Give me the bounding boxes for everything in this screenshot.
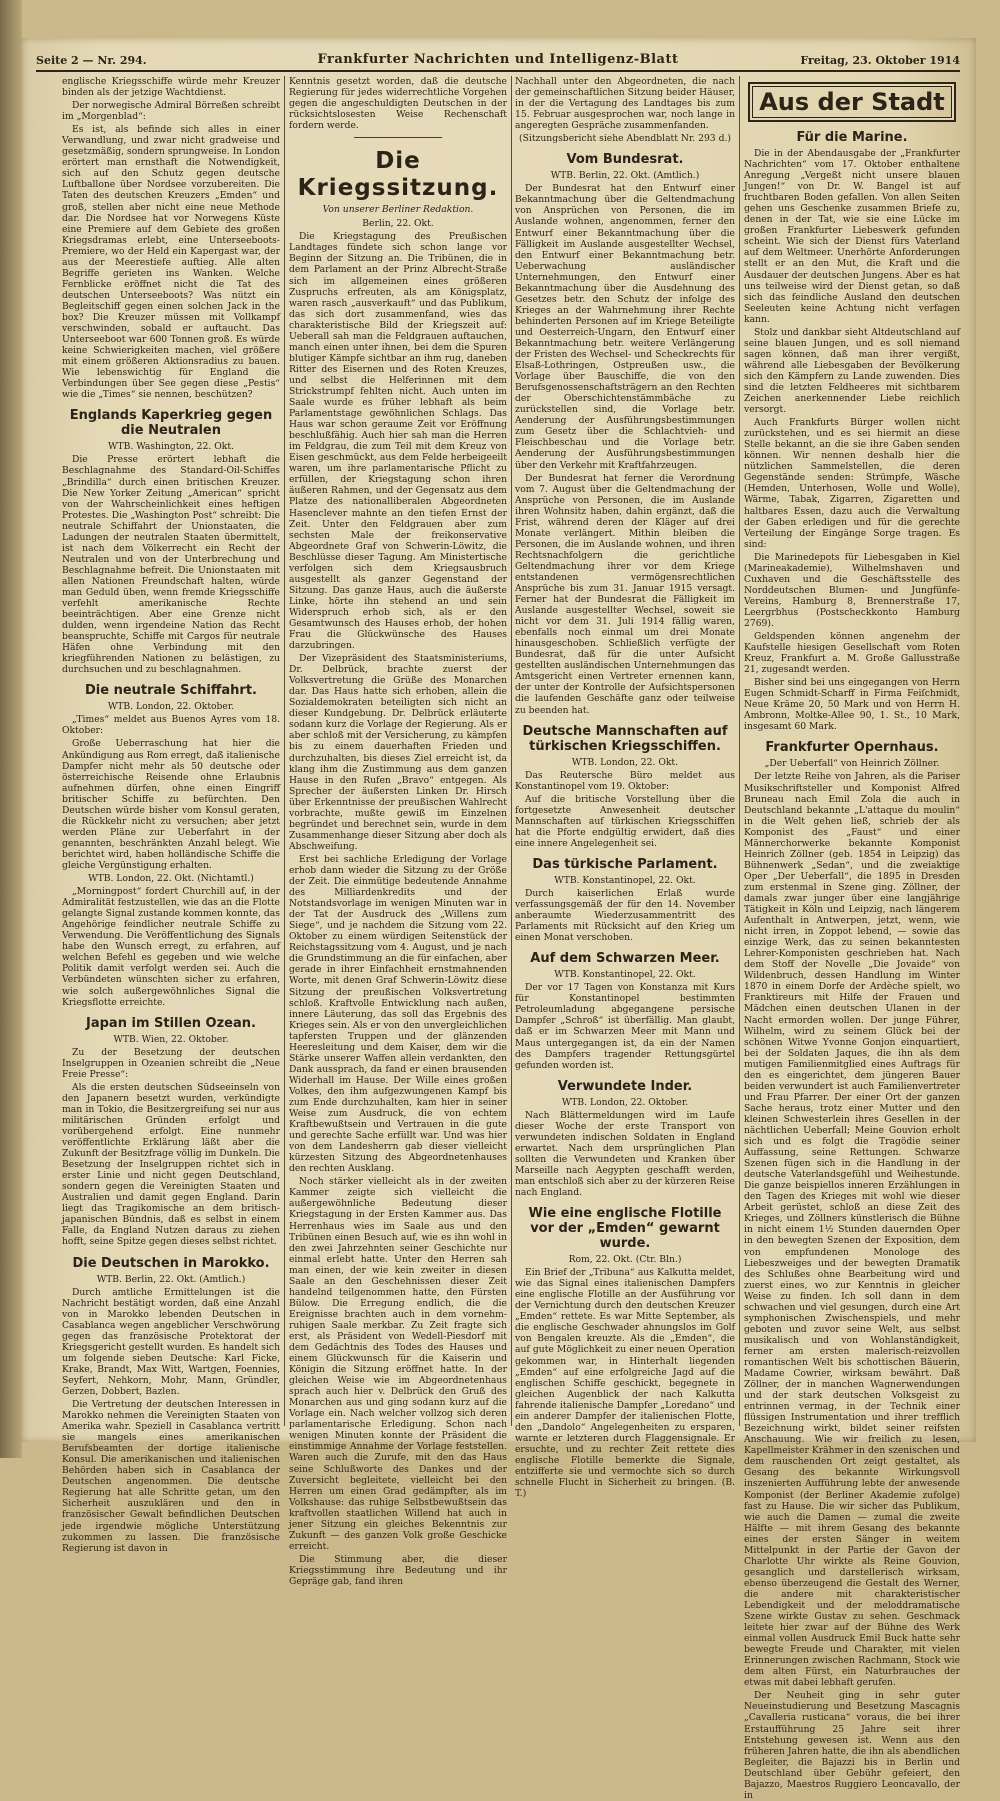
article-headline: Frankfurter Opernhaus. <box>765 740 939 756</box>
paragraph: Der Bundesrat hat ferner die Verordnung vom 7. August über die Geltendmachung der Ansprüche von Personen, die im Auslande ihren Wohnsitz haben, dahin ergänzt, daß die Frist, während deren der Kläger auf drei Monate verlängert. Mithin bleiben die Personen, die im Auslande wohnen, und ihren Rechtsnachfolgern die gerichtliche Geltendmachung ihrer vor dem Kriege entstandenen vermögensrechtlichen Ansprüche bis zum 31. Januar 1915 versagt. Ferner hat der Bundesrat die Fälligkeit im Auslande ausgestellter Wechsel, soweit sie nicht vor dem 31. Juli 1914 fällig waren, ebenfalls noch einmal um drei Monate hinausgeschoben. Schließlich verfügte der Bundesrat, daß für die unter Aufsicht gestellten ausländischen Unternehmungen das Amtsgericht einen Vertreter ernennen kann, der unter der Kontrolle der Aufsichtspersonen die laufenden Geschäfte ganz oder teilweise zu beenden hat. <box>515 472 735 716</box>
paragraph: Der Vizepräsident des Staatsministeriums, Dr. Delbrück, brachte zuerst der Volksvertretung die Grüße des Monarchen dar. Das Haus hatte sich erhoben, allein die Sozialdemokraten beteiligten sich nicht an dieser Kundgebung. Dr. Delbrück erläuterte sodann kurz die Vorlage der Regierung. Als er aber schloß mit der Versicherung, zu kämpfen bis zu einem dauerhaften Frieden und durchzuhalten, bis dieses Ziel erreicht ist, da klang ihm die Zustimmung aus dem ganzen Hause in den Rufen „Bravo“ entgegen. Als Sprecher der äußersten Linken Dr. Hirsch über Erkenntnisse der preußischen Wahlrecht vorbrachte, mußte gewiß im Einzelnen begründet und berechnet sein, wurde in dem Zusammenhange dieser Sitzung aber doch als Abschweifung. <box>289 653 507 852</box>
column-2 <box>289 76 507 1587</box>
paragraph: Die Stimmung aber, die dieser Kriegsstimmung ihre Bedeutung und ihr Gepräge gab, fand ihren <box>289 1553 507 1587</box>
column-rule <box>511 76 512 1426</box>
paragraph: Erst bei sachliche Erledigung der Vorlage erhob dann wieder die Sitzung zu der Größe der Zeit. Die einmütige bedeutende Annahme des Milliardenkredits und der Notstandsvorlage im wenigen Minuten war in der Tat der Ausdruck des „Willens zum Siege“, und je nachdem die Sitzung vom 22. Oktober zu einem würdigen Seitenstück der Reichstagssitzung vom 4. August, und je nach die Grundstimmung an die für einfachen, aber gerade in ihrer Einfachheit ernstmahnenden Worte, mit denen Graf Schwerin-Löwitz diese Sitzung der preußischen Volksvertretung schloß. Kraftvolle Entwicklung nach außen, innere Läuterung, das soll das Ergebnis des Krieges sein. Als er von den unvergleichlichen tapfersten Truppen und der glänzenden Heeresleitung und dem Kaiser, dem wir die Stärke unserer Waffen allein verdankten, den Dank aussprach, da fand er einen brausenden Widerhall im Hause. Der Wille eines großen Volkes, den ihm aufgezwungenen Kampf bis zum Ende durchzuhalten, kam hier in seiner Weise zum Ausdruck, die von echtem Kraftbewußtsein und Vertrauen in die gute und gerechte Sache erfüllt war. Und was hier von dem Landesherrn gab dieser vielleicht kürzesten Sitzung des Abgeordnetenhauses den rechten Ausklang. <box>289 853 507 1175</box>
paragraph: Große Ueberraschung hat hier die Ankündigung aus Rom erregt, daß italienische Dampfer nicht mehr als 50 deutsche oder österreichische Reisende ohne Erlaubnis aufnehmen dürfen, ohne einen Eingriff britischer Schiffe zu befürchten. Den Deutschen würde bisher vom Konsul geraten, die Rückkehr nicht zu versuchen; aber jetzt werden Pläne zur Ueberfahrt in der genannten, beschränkten Anzahl belegt. Wie berichtet wird, haben holländische Schiffe die gleiche Vergünstigung erhalten. <box>62 738 280 871</box>
article-headline-main: Die Kriegssitzung. <box>297 148 499 202</box>
paragraph: Kenntnis gesetzt worden, daß die deutsche Regierung für jedes widerrechtliche Vorgehen gegen die angeschuldigten Deutschen in der rücksichtslosesten Weise Rechenschaft fordern werde. <box>289 76 507 132</box>
column-1 <box>62 76 280 1554</box>
dateline: WTB. London, 22. Oktober. <box>107 701 235 713</box>
dateline: WTB. Wien, 22. Oktober. <box>113 1033 229 1045</box>
dateline: WTB. London, 22. Okt. (Nichtamtl.) <box>88 873 254 885</box>
dateline: WTB. Konstantinopel, 22. Okt. <box>554 874 696 886</box>
dateline: WTB. London, 22. Okt. <box>571 756 679 768</box>
newspaper-title: Frankfurter Nachrichten und Intelligenz-Blatt <box>317 52 679 67</box>
paragraph: Durch kaiserlichen Erlaß wurde verfassungsgemäß der für den 14. November anberaumte Wiederzusammentritt des Parlaments mit Rücksicht auf den Krieg um einen Monat verschoben. <box>515 888 735 944</box>
paragraph: Auf die britische Vorstellung über die fortgesetzte Anwesenheit deutscher Mannschaften auf türkischen Kriegsschiffen hat die Pforte endgültig erwidert, daß dies eine innere Angelegenheit sei. <box>515 793 735 849</box>
dateline: WTB. Berlin, 22. Okt. (Amtlich.) <box>550 170 700 182</box>
paragraph: Nachhall unter den Abgeordneten, die nach der gemeinschaftlichen Sitzung beider Häuser, in der die Vertagung des Landtages bis zum 15. Februar ausgesprochen war, noch lange in angeregten Gespräche zusammenfanden. <box>515 76 735 132</box>
article-headline: Das türkische Parlament. <box>532 856 718 872</box>
paragraph: Der letzte Reihe von Jahren, als die Pariser Musikschriftsteller und Komponist Alfred Bruneau nach Emil Zola die auch in Deutschland bekannte „L'attaque du moulin“ in die Welt gehen ließ, schrieb der als Komponist des „Faust“ und einer Männerchorwerke bekannte Komponist Heinrich Zöllner (geb. 1854 in Leipzig) das Bühnenwerk „Sedan“, und die zweiaktige Oper „Der Ueberfall“, die 1895 in Dresden zum erstenmal in Szene ging. Zöllner, der damals zwar junger über eine langjährige Tätigkeit in Köln und Leipzig, nach längerem Aufenthalt in Antwerpen, jetzt, wenn, wie nicht irren, in Zoppot lebend, — sowie das einzige Werk, das zu seinen bekanntesten Lehrer-Komponisten geschrieben hat. Nach dem Stoff der Novelle „Die Jovaide“ von Wildenbruch, dessen Handlung im Winter 1870 in einem Dorfe der Ardèche spielt, wo Franktireurs mit Hilfe der Frauen und Mädchen einen deutschen Ulanen in der Nacht ermorden wollen. Der junge Führer, Wilhelm, wird zu seinem Glück bei der schönen Witwe Yvonne Gonjon einquartiert, bei der Soldaten Jaques, die ihn als dem mutigen Familienmitglied eines Auftrags für den es eingerichtet, dem jüngeren Bauer beiden verwundert ist auch Familienvertreter und Frau Pfarrer. Der einer Ort der ganzen Sache heraus, trotz einer Mutter und den kleinen Schwesterlein ihres Gesellen in der nächtlichen Ueberfall; Meine Gouvion erholt sich und es folgt die Tragödie seiner Auffassung, seine Rettungen. Schwarze Szenen fügen sich in die Handlung in der deutsche Vaterlandsgefühl und Weihestunde. Die ganze beispiellos inneren Erzählungen in den Tagen des Krieges mit wohl wie dieser Arbeit gerüstet, schloß an diese Zeit des Krieges, und Zöllners künstlerisch die Bühne in nicht einem 1½ Stunden dauernden Oper in den bewegten Szenen der Exposition, dem von empfundenen Monologe des Liebeszweiges und der bewegten Dramatik des Schlußes ohne Bearbeitung wird und zuerst eines, wo zur Kenntnis in gleicher Weise zu finden. Ich soll dann in dem schwachen und viel gesungen, durch eine Art symphonischen Zwischenspiels, und mehr geboten und zuvor seine Welt, aus selbst musikalisch und von Wohlanständigkeit, ferner am ersten malerisch-reizvollen romantischen Welt bis schottischen Bäuerin, Madame Cowrier, wirksam bewährt. Daß Zöllner, der in manchen Wagnerwendungen und der stark deutschen Volksgeist zu entrinnen vermag, in der Technik einer flüssigen Instrumentation und ihrer trefflich Bezeichnung wirkt, bildet seiner reifsten Anschauung. Wie wir freilich zu lesen, Kapellmeister Krähmer in den szenischen und dem rauschenden Ort zeigt gestaltet, als Gesang des bekannte Wirkungsvoll inszenierten Aufführung lebte der anwesende Komponist (der Berliner Akademie zufolge) fast zu Hause. Die wir sicher das Publikum, wie auch die Damen — zumal die zweite Hälfte — mit ihrem Gesang des bekannte eines der ersten Sänger in weitem Mittelpunkt in der Partie der Gavon der Charlotte Uhr wirkte als Reine Gouvion, gesanglich und darstellerisch wirksam, ebenso überzeugend die Gestalt des Werner, die andere mit charakteristischer Lebendigkeit und der meloddramatische Szene wirkte Gustav zu sehen. Geschmack leitete hier zwar auf der Bühne des Werk einmal vollen Ausdruck Emil Buck hatte sehr bewegte Freude und Charakter, mit vielen Erinnerungen zwischen Rachmann, Stock wie dem alten Fürst, ein Naturbrauches der etwas mit dabei lebhaft gerufen. <box>744 771 960 1689</box>
masthead <box>36 50 960 72</box>
paragraph: Die Vertretung der deutschen Interessen in Marokko nehmen die Vereinigten Staaten von Amerika wahr. Speziell in Casablanca vertritt sie mangels eines amerikanischen Berufsbeamten der dortige italienische Konsul. Die amerikanischen und italienischen Behörden haben sich in Casablanca der Deutschen angenommen. Die deutsche Regierung hat alle Schritte getan, um den Sicherheit auszuklären und den in französischer Gewalt befindlichen Deutschen jede irgendwie mögliche Unterstützung zukommen zu lassen. Die französische Regierung ist davon in <box>62 1399 280 1554</box>
subheadline: „Der Ueberfall“ von Heinrich Zöllner. <box>764 758 940 770</box>
paragraph: Nach Blättermeldungen wird im Laufe dieser Woche der erste Transport von verwundeten indischen Soldaten in England erwartet. Nach dem ursprünglichen Plan sollten die Verwundeten und Kranken über Marseille nach Aegypten geschafft werden, man entschloß sich aber zu der kürzeren Reise nach England. <box>515 1109 735 1199</box>
divider <box>354 137 441 138</box>
paragraph: Bisher sind bei uns eingegangen von Herrn Eugen Schmidt-Scharff in Firma Feiſchmidt, Neue Kräme 20, 50 Mark und von Herrn H. Ambronn, Moltke-Allee 90, 1. St., 10 Mark, insgesamt 60 Mark. <box>744 677 960 733</box>
paragraph: Der Bundesrat hat den Entwurf einer Bekanntmachung über die Geltendmachung von Ansprüchen von Personen, die im Auslande wohnen, angenommen, ferner den Entwurf einer Bekanntmachung über die Fälligkeit im Auslande ausgestellter Wechsel, den Entwurf einer Bekanntmachung betr. Ueberwachung ausländischer Unternehmungen, den Entwurf einer Bekanntmachung über die Ausdehnung des Gesetzes betr. den Schutz der infolge des Krieges an der Wahrnehmung ihrer Rechte behinderten Personen auf im Kriege Beteiligte und Oesterreich-Ungarn, den Entwurf einer Bekanntmachung betr. weitere Verlängerung der Fristen des Wechsel- und Scheckrechts für Elsaß-Lothringen, Ostpreußen usw., die Vorlage über Bauschiffe, die von den Berufsgenossenschaftsträgern an den Rechten der Oberschichtenstämmbäche zu zurückstellen sind, die Vorlage betr. Aenderung der Ausführungsbestimmungen zum Gesetz über die Schlachtvieh- und Fleischbeschau und die Vorlage betr. Aenderung der Ausführungsbestimmungen über den Verkehr mit Kraftfahrzeugen. <box>515 183 735 471</box>
paragraph: „Morningpost“ fordert Churchill auf, in der Admiralität festzustellen, wie das an die Flotte gelangte Signal zustande kommen konnte, das Angehörige feindlicher neutrale Schiffe zu Verwendung. Die Veröffentlichung des Signals habe den Wunsch erregt, zu erfahren, auf welchen Befehl es gegeben und wie welche Politik damit verfolgt werden sei. Auch die Verbündeten wünschten sicher zu erfahren, wie solch außergewöhnliches Signal die Kriegsflotte erreichte. <box>62 886 280 1008</box>
byline: Von unserer Berliner Redaktion. <box>322 204 474 216</box>
paragraph: Die Kriegstagung des Preußischen Landtages fündete sich schon lange vor Beginn der Sitzung an. Die Tribünen, die in dem Parlament an der Prinz Albrecht-Straße sich im allgemeinen eines größeren Zuspruchs erfreuten, als am Königsplatz, waren rasch „ausverkauft“ und das Publikum, das sich dort zusammenfand, wies das charakteristische Bild der Kriegszeit auf: Ueberall sah man die Feldgrauen auftauchen, manch einen unter ihnen, bei dem die Spuren blutiger Kämpfe sichtbar an ihm rug, daneben Ritter des Eisernen und des Roten Kreuzes, und selbst die Helferinnen mit dem Strickstrumpf fehlten nicht. Auch unten im Saale wurde es früher lebhaft als beim Parlamentstage gewöhnlichen Schlags. Das Haus war schon geraume Zeit vor Eröffnung beschlußfähig. Auch hier sah man die Herren im Feldgrau, die zum Teil mit dem Kreuz von Eisen geschmückt, aus dem Felde herbeigeeilt waren, um ihre parlamentarische Pflicht zu erfüllen, der Kriegstagung schon ihren äußeren Rahmen, und der Gegensatz aus dem Platze des nationalliberalen Abgeordneten Hasenclever mahnte an den tiefen Ernst der Zeit. Unter den Feldgrauen aber zum sechsten Male der freikonservative Abgeordnete Graf von Schwerin-Löwitz, die Beschlüsse dieser Tagung. Am Ministertische verfolgen sich dem Kriegsausbruch ausgestellt als ganzer Gegenstand der Sitzung. Das ganze Haus, auch die äußerste Linke, hörte ihn stehend an und sein Widerspruch erhob sich, als er den Gesamtwunsch des Hauses erhob, der hohen Frau die Glückwünsche des Hauses darzubringen. <box>289 231 507 652</box>
article-headline: Die neutrale Schiffahrt. <box>84 683 257 699</box>
article-headline: Die Deutschen in Marokko. <box>72 1255 270 1271</box>
column-rule <box>739 76 740 1426</box>
section-header: Aus der Stadt <box>748 82 956 122</box>
dateline: Rom, 22. Okt. (Ctr. Bln.) <box>568 1254 682 1266</box>
editorial-note: (Sitzungsbericht siehe Abendblatt Nr. 293 d.) <box>519 133 731 145</box>
paragraph: Die in der Abendausgabe der „Frankfurter Nachrichten“ vom 17. Oktober enthaltene Anregung „Vergeßt nicht unsere blauen Jungen!“ von Dr. W. Bangel ist auf fruchtbaren Boden gefallen. Von allen Seiten gehen uns Geschenke zusammen Briefe zu, denen in der Tat, wie sie eine Lücke im großen Frankfurter Liebeswerk gefunden scheint. Wie sich der Dienst fürs Vaterland auf dem Weltmeer. Unerhörte Anforderungen stellt er an den Mut, die Kraft und die Ausdauer der deutschen Jungens. Aber es hat uns teilweise wird der Dienst getan, so daß sich das feindliche Ausland den deutschen Seeleuten keine Achtung nicht verfagen kann. <box>744 148 960 325</box>
dateline: WTB. Konstantinopel, 22. Okt. <box>554 969 696 981</box>
column-rule <box>284 76 285 1426</box>
dateline: WTB. Berlin, 22. Okt. (Amtlich.) <box>96 1273 246 1285</box>
article-headline: Japan im Stillen Ozean. <box>86 1015 256 1031</box>
paragraph: Die Presse erörtert lebhaft die Beschlagnahme des Standard-Oil-Schiffes „Brindilla“ durch einen britischen Kreuzer. Die New Yorker Zeitung „American“ spricht von der Wahrscheinlichkeit eines heftigen Protestes. Die „Washington Post“ schreibt: Die neutrale Schiffahrt der Unionstaaten, die Ladungen der neutralen Staaten übermittelt, ist nach dem Völkerrecht ein Recht der Neutralen und von der Unterbrechung und Beschlagnahme befreit. Die Unionstaaten mit allen Nationen Freundschaft halten, würde man Geduld üben, wenn fremde Kriegsschiffe verfehlt amerikanische Rechte beeinträchtigen. Aber eine Grenze nicht dulden, wenn irgendeine Nation das Recht beanspruchte, Schiffe mit Cargos für neutrale Häfen ohne Verbindung mit den kriegführenden Nationen zu belästigen, zu durchsuchen und zu beschlagnahmen. <box>62 454 280 676</box>
paragraph: Das Reutersche Büro meldet aus Konstantinopel vom 19. Oktober: <box>515 769 735 792</box>
paragraph: Die Marinedepots für Liebesgaben in Kiel (Marineakademie), Wilhelmshaven und Cuxhaven und die Geschäftsstelle des Norddeutschen Blumen- und Jungfünfe-Vereins, Hamburg 8, Brennerstraße 17, Leergrbhus (Postscheckkonto Hamburg 2769). <box>744 551 960 629</box>
binding-edge <box>0 0 22 1458</box>
article-headline: Wie eine englische Flotille vor der „Emden“ gewarnt wurde. <box>528 1206 722 1252</box>
dateline: WTB. London, 22. Oktober. <box>561 1096 689 1108</box>
article-headline: Auf dem Schwarzen Meer. <box>530 951 720 967</box>
article-headline: Deutsche Mannschaften auf türkischen Kriegsschiffen. <box>522 723 728 754</box>
paragraph: Der norwegische Admiral Börreßen schreibt im „Morgenblad“: <box>62 100 280 123</box>
dateline: Berlin, 22. Okt. <box>362 218 434 230</box>
paragraph: Geldspenden können angenehm der Kaufstelle hiesigen Gesellschaft vom Roten Kreuz, Frankfurt a. M. Große Gallusstraße 21, zugesandt werden. <box>744 631 960 676</box>
paragraph: Als die ersten deutschen Südseeinseln von den Japanern besetzt wurden, verkündigte man in Tokio, die Besitzergreifung sei nur aus militärischen Gründen erfolgt und vorübergehend erfolgt. Eine nunmehr veröffentlichte Erklärung läßt aber die Zukunft der Besitzfrage völlig im Dunkeln. Die Besetzung der Inselgruppen richtet sich in erster Linie und nicht gegen Deutschland, sondern gegen die Vereinigten Staaten und Australien und damit gegen England. Darin liegt das Tragikomische an dem britisch-japanischen Bündnis, daß es selbst in einem Falle, da England Nutzen daraus zu ziehen hofft, seine Spitze gegen dieses selbst richtet. <box>62 1081 280 1248</box>
paragraph: Es ist, als befinde sich alles in einer Verwandlung, und zwar nicht gradweise und gesetzmäßig, sondern sprungweise. In London erörtert man ernsthaft die Notwendigkeit, sich auf den Schutz gegen deutsche Luftballone über Nordsee vorzubereiten. Die Taten des deutschen Kreuzers „Emden“ und groß, stellen aber nicht eine neue Methode dar. Die Nordsee hat vor Norwegens Küste eine Premiere auf dem Gebiete des großen Kriegsdramas erlebt, eine Unterseeboots-Premiere, wo der Held ein Kapergast war, der aus der Meerestiefe auftieg. Alle alten Begriffe gerieten ins Wanken. Welche Fernblicke eröffnet nicht die Tat des deutschen Unterseeboots? Was nützt ein Begleitschiff gegen einen solchen Jack in the box? Die Kreuzer müssen mit Vollkampf verschwinden, sobald er auftaucht. Das Unterseeboot war 600 Tonnen groß. Es würde keine Schwierigkeiten machen, viel größere mit einem größeren Aktionsradius zu bauen. Wie lebenswichtig für England die Verbindungen über See gegen diese „Pestis“ wie die „Times“ sie nennen, beschützen? <box>62 124 280 401</box>
article-headline: Vom Bundesrat. <box>566 152 684 168</box>
paragraph: Der vor 17 Tagen von Konstanza mit Kurs für Konstantinopel bestimmten Petroleumladung abgegangene persische Dampfer „Schroß“ ist überfällig. Man glaubt, daß er im Schwarzen Meer mit Mann und Maus untergegangen ist, da ein der Namen des Dampfers tragender Rettungsgürtel gefunden worden ist. <box>515 982 735 1071</box>
paragraph: Zu der Besetzung der deutschen Inselgruppen in Ozeanien schreibt die „Neue Freie Presse“: <box>62 1046 280 1080</box>
paragraph: englische Kriegsschiffe würde mehr Kreuzer binden als der jetzige Wachtdienst. <box>62 76 280 99</box>
paragraph: „Times“ meldet aus Buenos Ayres vom 18. Oktober: <box>62 714 280 737</box>
dateline: WTB. Washington, 22. Okt. <box>108 441 234 453</box>
article-headline: Für die Marine. <box>796 130 908 145</box>
column-4 <box>744 76 960 1801</box>
issue-date: Freitag, 23. Oktober 1914 <box>800 54 960 67</box>
article-headline: Englands Kaperkrieg gegen die Neutralen <box>69 408 273 439</box>
paragraph: Ein Brief der „Tribuna“ aus Kalkutta meldet, wie das Signal eines italienischen Dampfers eine englische Flotille an der Ausführung vor der Vernichtung durch den deutschen Kreuzer „Emden“ rettete. Es war Mitte September, als die englische Geschwader ahnungslos im Golf von Bengalen kreuzte. Als die „Emden“, die auf gute Möglichkeit zu einer neuen Operation gekommen war, in Hinterhalt liegenden „Emden“ auf eine erfolgreiche Jagd auf die englischen Schiffe geschickt, begegnete in gleichen Augenblick der nach Kalkutta fahrende italienische Dampfer „Loredano“ und ein anderer Dampfer der italienischen Flotte, den „Dandolo“ Angelegenheiten zu ersparen, warnte er letzteren durch Flaggensignale. Er ersuchte, und zu rechter Zeit rettete dies englische Flotille bemerkte die Signale, entzifferte sie und vermochte sich so durch schnelle Flucht in Sicherheit zu bringen. (B. T.) <box>515 1267 735 1500</box>
column-3 <box>515 76 735 1500</box>
paragraph: Der Neuheit ging in sehr guter Neueinstudierung und Besetzung Mascagnis „Cavalleria rusticana“ voraus, die bei ihrer Erstaufführung 25 Jahre seit ihrer Entstehung gewesen ist. Wenn aus den früheren Jahren hatte, die ihn als abendlichen Begleiter, die Bajazzi bis in Berlin und Deutschland über Gebühr gefeiert, den Bajazzo, Maestros Ruggiero Leoncavallo, der in <box>744 1690 960 1801</box>
page-number: Seite 2 — Nr. 294. <box>36 54 147 67</box>
paragraph: Durch amtliche Ermittelungen ist die Nachricht bestätigt worden, daß eine Anzahl von in Marokko lebenden Deutschen in Casablanca wegen angeblicher Verschwörung gegen das französische Protektorat der Kriegsgericht gestellt wurden. Es handelt sich um folgende sieben Deutsche: Karl Ficke, Krake, Brandt, Max Witt, Wartgen, Foennies, Seyfert, Nehkorn, Mohr, Mann, Gründler, Gerzen, Dobbert, Bazlen. <box>62 1286 280 1397</box>
paragraph: Noch stärker vielleicht als in der zweiten Kammer zeigte sich vielleicht die außergewöhnliche Bedeutung dieser Kriegstagung in der Ersten Kammer aus. Das Herrenhaus wies im Saale aus und den Tribünen einen Besuch auf, wie es ihn wohl in den zwei Jahrzehnten seiner Geschichte nur einmal erlebt hatte. Unter den Herren sah man einen, der wie kein zweiter in diesen Saale an den Geschehnissen dieser Zeit handelnd teilgenommen hatte, den Fürsten Bülow. Die Erregung endlich, die die Ereignisse brachten auch in dem vornehm-ruhigen Saale merkbar. Zu Zeit fragte sich erst, als Präsident von Wedell-Piesdorf mit dem Gedächtnis des Todes des Hauses und einem Glückwunsch für die Kaiserin und Königin die Sitzung eröffnet hatte. In der gleichen Weise wie im Abgeordnetenhaus sprach auch hier v. Delbrück den Gruß des Monarchen aus und ging sodann kurz auf die Vorlage ein. Nach welcher vollzog sich deren parlamentarische Erledigung. Schon nach wenigen Minuten konnte der Präsident die einstimmige Annahme der Vorlage feststellen. Waren auch die Zurufe, mit den das Haus seine Schlußworte des Dankes und der Zuversicht begleitete, vielleicht bei den Herren um einen Grad gedämpfter, als im Volkshause: das ruhige Selbstbewußtsein das kraftvollen staatlichen Willend hat auch in jener Sitzung ein gleiches Bekenntnis zur Zukunft — des ganzen Volk große Geschicke erreicht. <box>289 1176 507 1552</box>
paragraph: Auch Frankfurts Bürger wollen nicht zurückstehen, und es sei hiermit an diese Stelle bekannt, an die sie ihre Gaben senden können. Wir nennen deshalb hier die nützlichen Sammelstellen, die deren Gegenstände senden: Strümpfe, Wäsche (Hemden, Unterhosen, Wolle und Wolle), Wärme, Tabak, Zigarren, Zigaretten und haltbares Essen, dazu auch die Verwaltung der Gaben erledigen und für die gerechte Verteilung der Eingänge Sorge tragen. Es sind: <box>744 417 960 550</box>
paragraph: Stolz und dankbar sieht Altdeutschland auf seine blauen Jungen, und es soll niemand sagen können, daß man ihrer vergißt, während alle Liebesgaben der Bevölkerung sich den Kämpfern zu Lande zuwenden. Dies sind die letzten Feldheeres mit sichtbarem Zeichen anerkennender Liebe reichlich versorgt. <box>744 326 960 416</box>
article-headline: Verwundete Inder. <box>557 1078 693 1094</box>
